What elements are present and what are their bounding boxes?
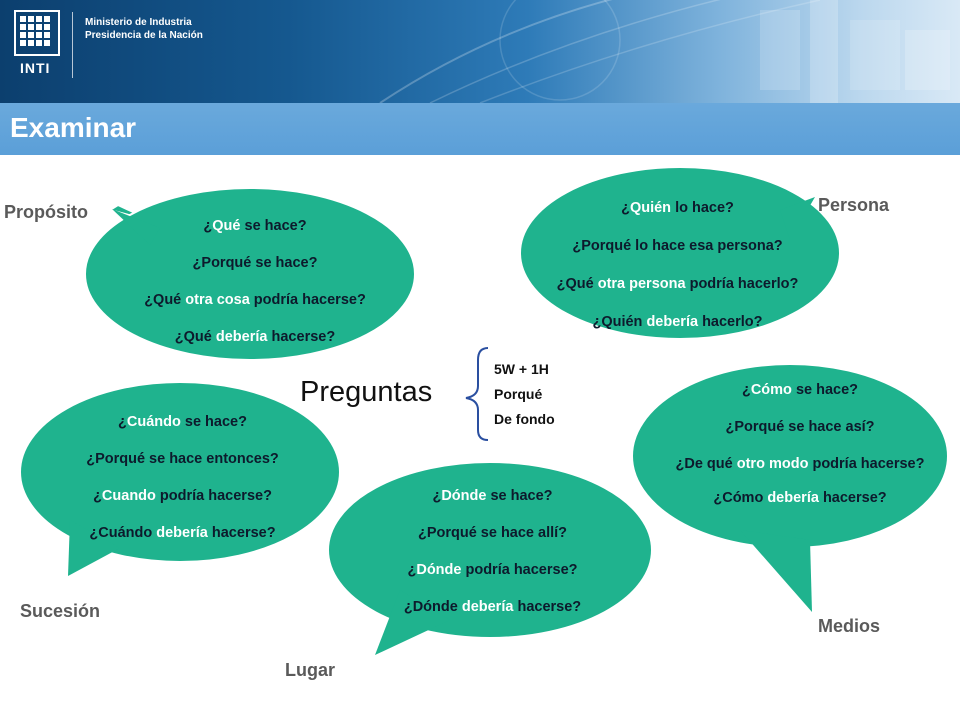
question-keyword: debería	[646, 314, 699, 330]
label-lugar: Lugar	[285, 660, 336, 680]
question-text: hacerse?	[267, 329, 336, 345]
question-line	[40, 413, 325, 431]
question-line	[655, 489, 945, 507]
question-text: Porqué	[426, 525, 477, 541]
question-text: se hace?	[251, 255, 318, 271]
question-keyword: Cuándo	[126, 414, 181, 430]
question-line	[505, 199, 850, 217]
question-text: podría hacerse?	[461, 562, 578, 578]
question-text: hacerlo?	[698, 314, 763, 330]
ministry-line-1: Ministerio de Industria	[85, 17, 192, 28]
slide-title: Examinar	[10, 112, 137, 143]
question-text: ¿	[192, 255, 202, 271]
question-text: hacerse?	[207, 525, 276, 541]
question-text: lo hace?	[671, 200, 734, 216]
question-keyword: Cómo	[750, 382, 792, 398]
question-keyword: debería	[461, 599, 514, 615]
brace-item: Porqué	[494, 386, 543, 402]
question-line	[355, 487, 630, 505]
question-keyword: Dónde	[416, 562, 462, 578]
question-text: podría hacerse?	[808, 456, 925, 472]
question-line	[40, 524, 325, 542]
question-text: se hace allí?	[476, 525, 568, 541]
question-text: ¿Cómo	[713, 490, 768, 506]
question-text: ¿	[86, 451, 96, 467]
question-text: ¿	[572, 238, 582, 254]
question-line	[100, 328, 410, 346]
question-text: se hace entonces?	[145, 451, 279, 467]
question-text: Porqué	[201, 255, 252, 271]
question-keyword: debería	[767, 490, 819, 506]
question-line	[655, 455, 945, 473]
question-text: se hace?	[180, 414, 247, 430]
question-line	[655, 381, 945, 399]
question-text: ¿	[621, 200, 630, 216]
question-text: podría hacerlo?	[685, 276, 799, 292]
ministry-line-2: Presidencia de la Nación	[85, 30, 203, 41]
question-keyword: Qué	[212, 218, 241, 234]
brace-list	[494, 357, 555, 432]
question-text: podría hacerse?	[155, 488, 272, 504]
question-text: se hace?	[240, 218, 307, 234]
question-text: lo hace esa persona?	[631, 238, 783, 254]
label-medios: Medios	[818, 616, 881, 636]
question-text: Porqué	[734, 419, 785, 435]
question-text: ¿Cuándo	[89, 525, 157, 541]
bubble-text-sucesion	[40, 413, 325, 542]
question-line	[100, 217, 410, 235]
question-keyword: debería	[215, 329, 268, 345]
question-text: ¿	[203, 218, 213, 234]
question-line	[505, 275, 850, 293]
label-proposito: Propósito	[4, 202, 88, 222]
question-text: se hace?	[486, 488, 553, 504]
question-text: Porqué	[95, 451, 146, 467]
logo-text: INTI	[20, 60, 51, 76]
question-text: ¿	[741, 382, 751, 398]
question-text: ¿	[407, 562, 417, 578]
question-text: ¿Quién	[592, 314, 647, 330]
question-text: ¿	[417, 525, 427, 541]
label-sucesion: Sucesión	[20, 601, 101, 621]
question-line	[355, 561, 630, 579]
question-line	[655, 418, 945, 436]
question-keyword: Quién	[629, 200, 672, 216]
question-line	[355, 524, 630, 542]
question-line	[505, 313, 850, 331]
question-line	[40, 487, 325, 505]
question-text: hacerse?	[513, 599, 582, 615]
question-line	[100, 254, 410, 272]
question-text: ¿De qué	[675, 456, 737, 472]
brace-item: De fondo	[494, 411, 555, 427]
question-line	[40, 450, 325, 468]
question-text: ¿Qué	[556, 276, 598, 292]
question-text: podría hacerse?	[249, 292, 366, 308]
question-keyword: Cuando	[101, 488, 156, 504]
question-keyword: otra cosa	[185, 292, 250, 308]
question-keyword: Dónde	[441, 488, 487, 504]
question-text: se hace?	[791, 382, 859, 398]
bubble-text-lugar	[355, 487, 630, 616]
question-keyword: otra persona	[597, 276, 686, 292]
question-line	[355, 598, 630, 616]
question-text: ¿Qué	[144, 292, 186, 308]
question-text: se hace así?	[784, 419, 875, 435]
center-label: Preguntas	[300, 376, 433, 408]
question-text: ¿Qué	[174, 329, 216, 345]
question-text: Porqué	[581, 238, 632, 254]
question-line	[100, 291, 410, 309]
question-line	[505, 237, 850, 255]
bubble-text-medios	[655, 381, 945, 507]
question-text: ¿Dónde	[403, 599, 462, 615]
question-keyword: debería	[156, 525, 208, 541]
question-text: ¿	[93, 488, 102, 504]
bubble-text-persona	[505, 199, 850, 331]
question-text: ¿	[432, 488, 442, 504]
brace-item: 5W + 1H	[494, 361, 549, 377]
brace	[466, 348, 488, 440]
question-text: ¿	[118, 414, 127, 430]
label-persona: Persona	[818, 195, 890, 215]
question-text: hacerse?	[818, 490, 887, 506]
question-keyword: otro modo	[736, 456, 809, 472]
question-text: ¿	[725, 419, 735, 435]
bubble-text-proposito	[100, 217, 410, 346]
